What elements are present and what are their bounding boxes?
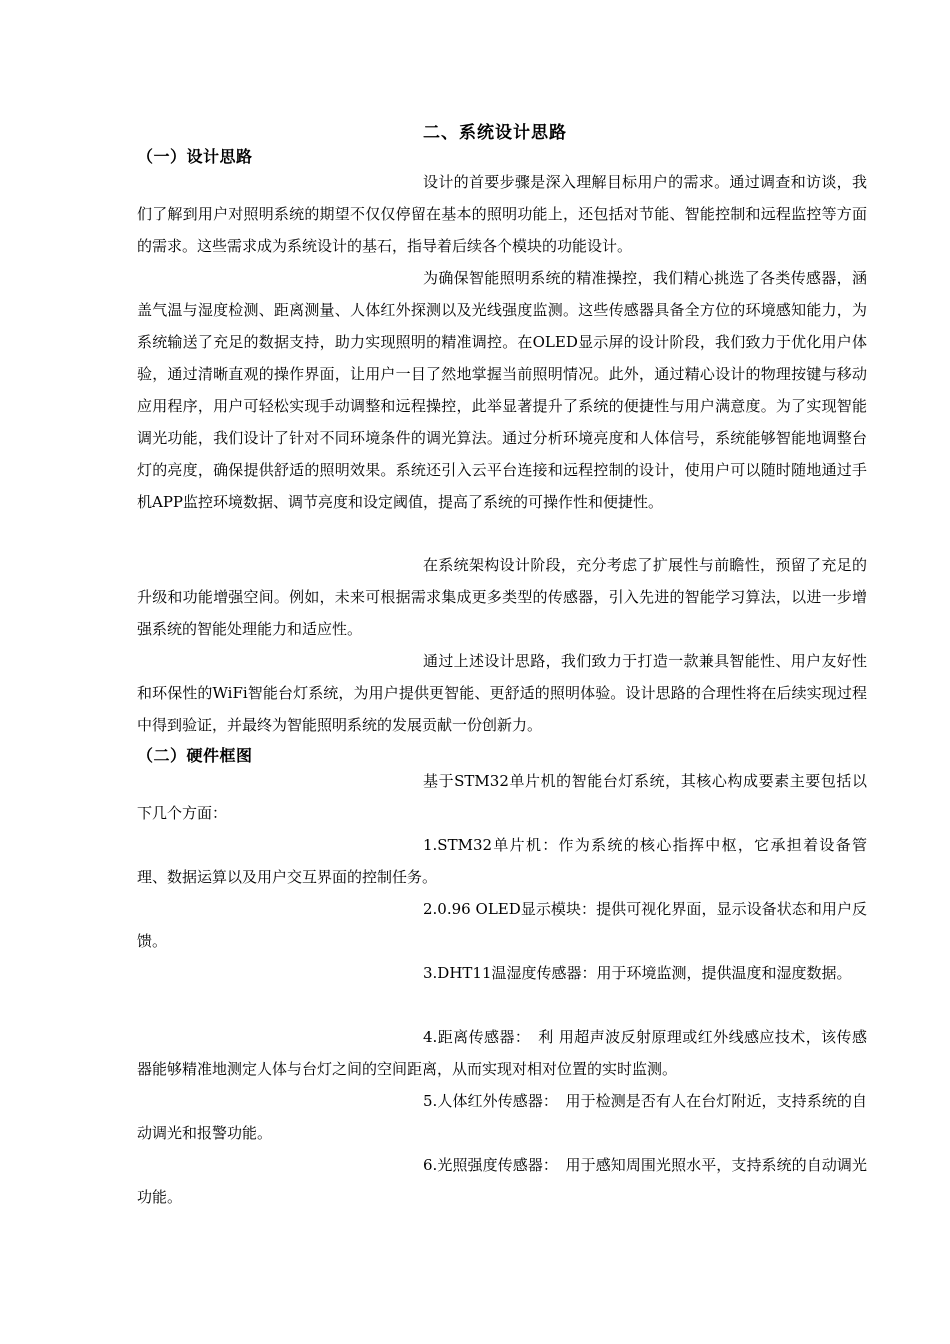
list-item: 1.STM32单片机：作为系统的核心指挥中枢，它承担着设备管理、数据运算以及用户交互界面的控制任务。 [137,836,867,886]
paragraph: 基于STM32单片机的智能台灯系统，其核心构成要素主要包括以下几个方面： [137,772,867,822]
paragraph: 通过上述设计思路，我们致力于打造一款兼具智能性、用户友好性和环保性的WiFi智能台灯系统，为用户提供更智能、更舒适的照明体验。设计思路的合理性将在后续实现过程中得到验证，并最终为智能照明系统的发展贡献一份创新力。 [137,652,867,734]
paragraph: 为确保智能照明系统的精准操控，我们精心挑选了各类传感器，涵盖气温与湿度检测、距离测量、人体红外探测以及光线强度监测。这些传感器具备全方位的环境感知能力，为系统输送了充足的数据支持，助力实现照明的精准调控。在OLED显示屏的设计阶段，我们致力于优化用户体验，通过清晰直观的操作界面，让用户一目了然地掌握当前照明情况。此外，通过精心设计的物理按键与移动应用程序，用户可轻松实现手动调整和远程操控，此举显著提升了系统的便捷性与用户满意度。为了实现智能调光功能，我们设计了针对不同环境条件的调光算法。通过分析环境亮度和人体信号，系统能够智能地调整台灯的亮度，确保提供舒适的照明效果。系统还引入云平台连接和远程控制的设计，使用户可以随时随地通过手机APP监控环境数据、调节亮度和设定阈值，提高了系统的可操作性和便捷性。 [137,269,867,511]
list-item: 4.距离传感器： 利 用超声波反射原理或红外线感应技术，该传感器能够精准地测定人体与台灯之间的空间距离，从而实现对相对位置的实时监测。 [137,1028,867,1078]
list-item: 3.DHT11温湿度传感器：用于环境监测，提供温度和湿度数据。 [423,964,852,982]
paragraph: 在系统架构设计阶段，充分考虑了扩展性与前瞻性，预留了充足的升级和功能增强空间。例如，未来可根据需求集成更多类型的传感器，引入先进的智能学习算法，以进一步增强系统的智能处理能力和适应性。 [137,556,867,638]
chapter-title: 二、系统设计思路 [423,123,567,143]
section-title-hardware-diagram: （二）硬件框图 [137,746,253,765]
list-item: 2.0.96 OLED显示模块：提供可视化界面，显示设备状态和用户反馈。 [137,900,867,950]
paragraph: 设计的首要步骤是深入理解目标用户的需求。通过调查和访谈，我们了解到用户对照明系统的期望不仅仅停留在基本的照明功能上，还包括对节能、智能控制和远程监控等方面的需求。这些需求成为系统设计的基石，指导着后续各个模块的功能设计。 [137,173,867,255]
list-item: 5.人体红外传感器： 用于检测是否有人在台灯附近，支持系统的自动调光和报警功能。 [137,1092,867,1142]
list-item: 6.光照强度传感器： 用于感知周围光照水平，支持系统的自动调光功能。 [137,1156,867,1206]
section-title-design-idea: （一）设计思路 [137,147,253,166]
